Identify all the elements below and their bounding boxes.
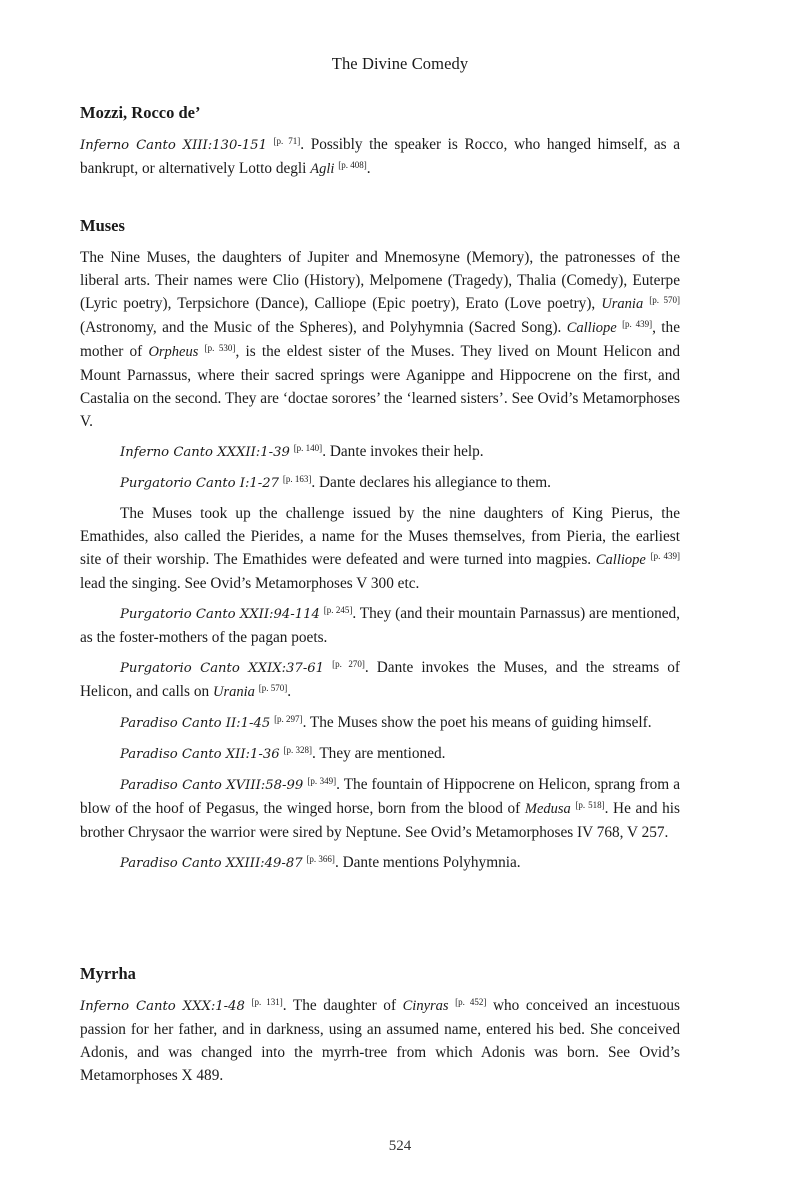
canto-reference[interactable]: Paradiso Canto XII:1-36 <box>120 747 280 762</box>
paragraph-text: (Astronomy, and the Music of the Spheres), and Polyhymnia (Sacred Song). <box>80 319 567 336</box>
paragraph-text: The Nine Muses, the daughters of Jupiter and Mnemosyne (Memory), the patronesses of the liberal arts. Their names were Clio (History), Melpomene (Tragedy), Thalia (Comedy), Euterpe (Lyric poetry), Terpsichore (Dance), Calliope (Epic poetry), Erato (Love poetry), <box>80 249 680 312</box>
paragraph-text: who conceived an incestuous passion for her father, and in darkness, using an assumed name, entered his bed. She conceived Adonis, and was changed into the myrrh-tree from which Adonis was born. See Ovid’s Metamorphoses X 489. <box>80 997 681 1084</box>
paragraph-text: . <box>287 683 292 700</box>
name-link[interactable]: Agli <box>310 161 335 177</box>
page-xref[interactable]: [p. 439] <box>650 551 680 561</box>
name-link[interactable]: Orpheus <box>148 344 199 360</box>
page-xref[interactable]: [p. 518] <box>575 800 605 810</box>
entry-paragraph <box>80 133 680 181</box>
paragraph-text: , is the eldest sister of the Muses. They lived on Mount Helicon and Mount Parnassus, where their sacred springs were Aganippe and Hippocrene on the first, and Castalia on the second. They are ‘doctae sorores’ the ‘learned sisters’. See Ovid’s Metamorphoses V. <box>80 343 680 430</box>
paragraph-text: lead the singing. See Ovid’s Metamorphoses V 300 etc. <box>80 575 420 592</box>
paragraph-text: . Dante mentions Polyhymnia. <box>334 854 521 871</box>
name-link[interactable]: Medusa <box>524 801 571 817</box>
entry-paragraph <box>80 602 680 649</box>
page-xref[interactable]: [p. 366] <box>306 854 335 864</box>
canto-reference[interactable]: Paradiso Canto XVIII:58-99 <box>120 778 304 793</box>
canto-reference[interactable]: Inferno Canto XIII:130-151 <box>80 138 267 153</box>
page-xref[interactable]: [p. 297] <box>274 714 303 724</box>
page-xref[interactable]: [p. 570] <box>649 295 681 305</box>
headword: Myrrha <box>80 964 136 983</box>
entry-paragraph <box>80 711 680 735</box>
paragraph-text: . Dante invokes the Muses, and the streams of Helicon, and calls on <box>80 659 680 700</box>
page-xref[interactable]: [p. 570] <box>258 683 288 693</box>
entry-paragraph <box>80 656 680 704</box>
entry-mozzi <box>80 102 680 181</box>
paragraph-text: . <box>366 160 371 177</box>
paragraph-text: . They are mentioned. <box>311 745 446 762</box>
paragraph-text: . Dante invokes their help. <box>322 443 484 460</box>
entry-paragraph <box>80 851 680 875</box>
page-xref[interactable]: [p. 245] <box>323 605 353 615</box>
paragraph-text: . Dante declares his allegiance to them. <box>311 474 551 491</box>
canto-reference[interactable]: Purgatorio Canto XXII:94-114 <box>120 607 320 622</box>
canto-reference[interactable]: Purgatorio Canto XXIX:37-61 <box>120 661 325 676</box>
canto-reference[interactable]: Inferno Canto XXX:1-48 <box>80 999 245 1014</box>
page-xref[interactable]: [p. 530] <box>204 343 236 353</box>
page-xref[interactable]: [p. 163] <box>282 474 312 484</box>
headword: Muses <box>80 216 125 235</box>
paragraph-text: . The daughter of <box>282 997 403 1014</box>
paragraph-text: . Possibly the speaker is Rocco, who hanged himself, as a bankrupt, or alternatively Lotto degli <box>80 136 681 177</box>
page-xref[interactable]: [p. 131] <box>251 997 283 1007</box>
canto-reference[interactable]: Paradiso Canto II:1-45 <box>120 716 271 731</box>
page-xref[interactable]: [p. 71] <box>273 136 301 146</box>
page-xref[interactable]: [p. 439] <box>622 319 653 329</box>
running-head: The Divine Comedy <box>331 54 469 73</box>
canto-reference[interactable]: Purgatorio Canto I:1-27 <box>120 476 280 491</box>
entry-paragraph <box>80 246 680 433</box>
name-link[interactable]: Urania <box>212 684 255 700</box>
name-link[interactable]: Urania <box>601 296 644 312</box>
headword: Mozzi, Rocco de’ <box>80 103 201 122</box>
paragraph-text: , the mother of <box>80 319 680 360</box>
paragraph-text: . The Muses show the poet his means of guiding himself. <box>302 714 652 731</box>
name-link[interactable]: Cinyras <box>402 998 449 1014</box>
name-link[interactable]: Calliope <box>566 320 617 336</box>
page-xref[interactable]: [p. 328] <box>283 745 312 755</box>
entry-paragraph <box>80 742 680 766</box>
entry-paragraph <box>80 994 680 1087</box>
entry-paragraph <box>80 440 680 464</box>
page-xref[interactable]: [p. 270] <box>332 659 365 669</box>
canto-reference[interactable]: Inferno Canto XXXII:1-39 <box>120 445 290 460</box>
paragraph-text: . The fountain of Hippocrene on Helicon, sprang from a blow of the hoof of Pegasus, the winged horse, born from the blood of <box>80 776 680 817</box>
entry-muses <box>80 215 680 875</box>
page-number: 524 <box>388 1138 412 1154</box>
entry-myrrha <box>80 963 680 1087</box>
page-xref[interactable]: [p. 349] <box>307 776 337 786</box>
page-xref[interactable]: [p. 452] <box>455 997 487 1007</box>
canto-reference[interactable]: Paradiso Canto XXIII:49-87 <box>120 856 303 871</box>
entry-paragraph <box>80 502 680 595</box>
paragraph-text: . He and his brother Chrysaor the warrior were sired by Neptune. See Ovid’s Metamorphoses IV 768, V 257. <box>80 800 680 841</box>
paragraph-text: The Muses took up the challenge issued by the nine daughters of King Pierus, the Emathides, also called the Pierides, a name for the Muses themselves, from Pieria, the earliest site of their worship. The Emathides were defeated and were turned into magpies. <box>80 505 680 568</box>
name-link[interactable]: Calliope <box>595 552 646 568</box>
page-xref[interactable]: [p. 140] <box>293 443 323 453</box>
entry-paragraph <box>80 471 680 495</box>
entry-paragraph <box>80 773 680 844</box>
page-xref[interactable]: [p. 408] <box>338 160 367 170</box>
paragraph-text: . They (and their mountain Parnassus) are mentioned, as the foster-mothers of the pagan poets. <box>80 605 680 646</box>
